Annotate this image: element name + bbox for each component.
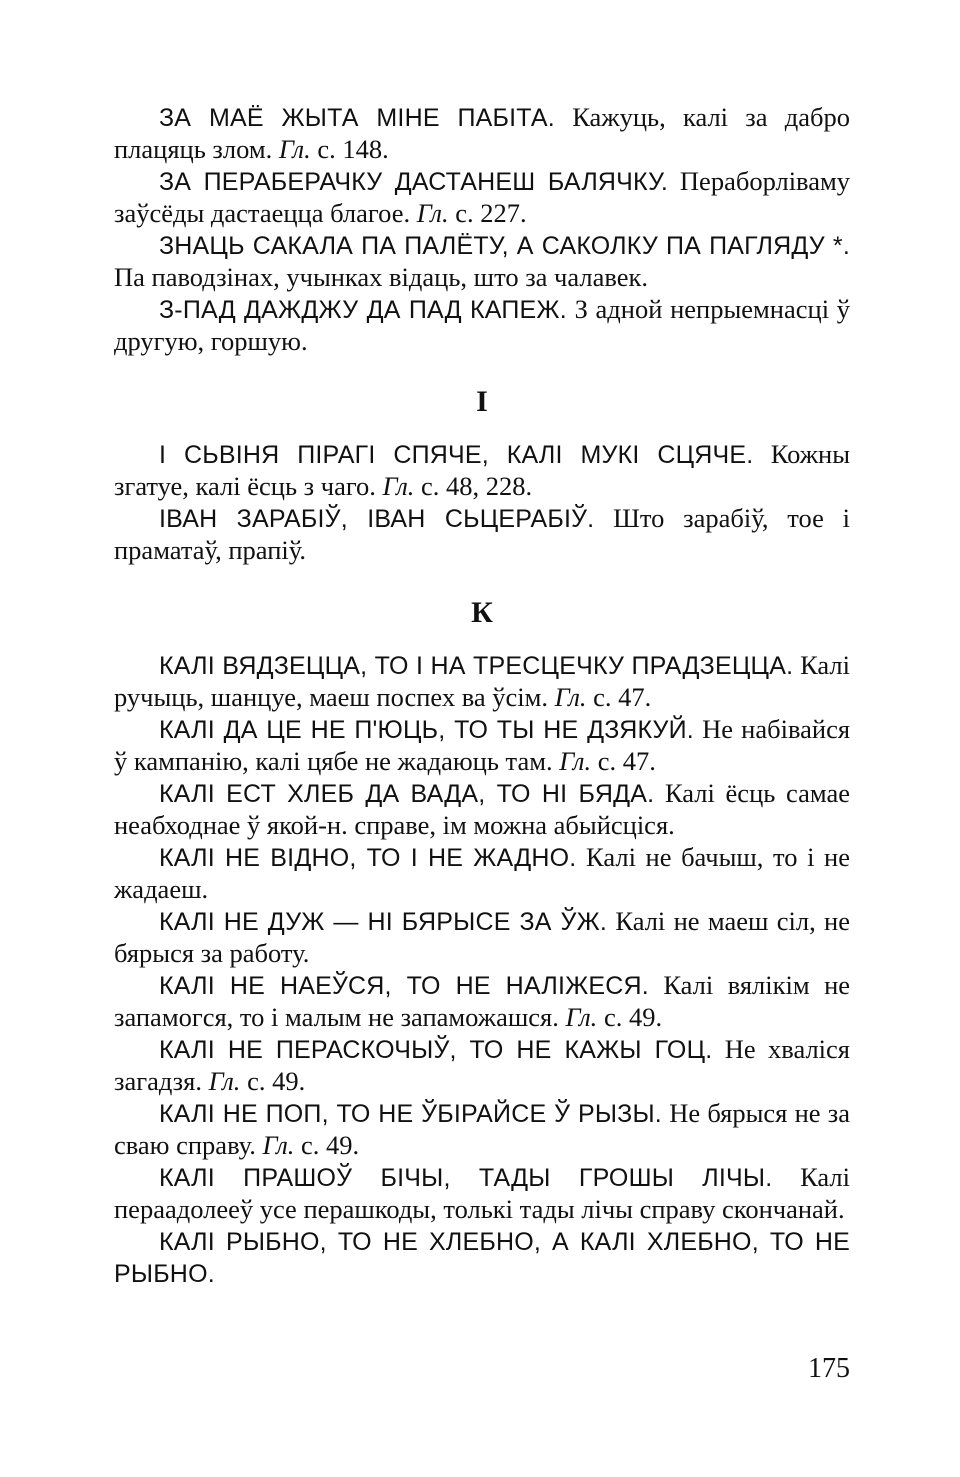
source-abbrev: Гл. [382, 470, 415, 501]
entry [114, 102, 850, 164]
source-abbrev: Гл. [278, 133, 311, 164]
entry [114, 906, 850, 968]
page-ref: с. 148. [317, 133, 389, 164]
headword: КАЛІ НЕ ДУЖ — НІ БЯРЫСЕ ЗА ЎЖ. [159, 908, 608, 936]
definition: Не хваліся загадзя. [114, 1034, 850, 1096]
entry [114, 439, 850, 501]
definition: Калі ёсць самае неабходнае ў якой-н. справе, ім можна абыйсціся. [114, 778, 850, 840]
page-ref: с. 49. [603, 1001, 663, 1032]
entry [114, 650, 850, 712]
entry [114, 294, 850, 356]
headword: З-ПАД ДАЖДЖУ ДА ПАД КАПЕЖ. [159, 296, 567, 324]
source-abbrev: Гл. [208, 1065, 241, 1096]
dictionary-page [114, 102, 850, 1291]
source-abbrev: Гл. [262, 1129, 295, 1160]
entry [114, 1226, 850, 1289]
headword: КАЛІ НЕ НАЕЎСЯ, ТО НЕ НАЛІЖЕСЯ. [159, 972, 649, 1000]
definition: Калі не бачыш, то і не жадаеш. [114, 842, 851, 904]
definition: Што зарабіў, тое і праматаў, прапіў. [114, 503, 850, 565]
definition: Калі вялікім не запамогся, то і малым не запаможашся. [114, 970, 851, 1032]
definition: Калі не маеш сіл, не бярыся за работу. [114, 906, 850, 968]
headword: КАЛІ РЫБНО, ТО НЕ ХЛЕБНО, А КАЛІ ХЛЕБНО, ТО НЕ РЫБНО. [114, 1228, 850, 1288]
section-letter-i: I [476, 385, 488, 418]
headword: КАЛІ ВЯДЗЕЦЦА, ТО І НА ТРЕСЦЕЧКУ ПРАДЗЕЦЦА. [159, 652, 794, 680]
section-k [114, 650, 850, 1289]
section-letter-k: К [471, 596, 493, 629]
source-abbrev: Гл. [565, 1001, 598, 1032]
definition: Калі пераадолееў усе перашкоды, толькі тады лічы справу скончанай. [114, 1162, 850, 1224]
section-z [114, 102, 850, 356]
headword: КАЛІ ПРАШОЎ БІЧЫ, ТАДЫ ГРОШЫ ЛІЧЫ. [159, 1164, 773, 1192]
source-abbrev: Гл. [559, 745, 592, 776]
headword: І СЬВІНЯ ПІРАГІ СПЯЧЕ, КАЛІ МУКІ СЦЯЧЕ. [159, 441, 754, 469]
definition: Кажуць, калі за дабро плацяць злом. [114, 102, 850, 164]
definition: Не бярыся не за сваю справу. [114, 1098, 851, 1160]
entry [114, 714, 850, 776]
entry [114, 778, 850, 840]
entry [114, 1034, 850, 1096]
entry [114, 1162, 850, 1224]
headword: ЗНАЦЬ САКАЛА ПА ПАЛЁТУ, А САКОЛКУ ПА ПАГЛЯДУ *. [159, 232, 850, 260]
page-ref: с. 227. [455, 197, 527, 228]
entry [114, 1098, 850, 1160]
source-abbrev: Гл. [554, 681, 587, 712]
entry [114, 166, 850, 228]
headword: КАЛІ ДА ЦЕ НЕ П'ЮЦЬ, ТО ТЫ НЕ ДЗЯКУЙ. [159, 716, 694, 744]
headword: ІВАН ЗАРАБІЎ, ІВАН СЬЦЕРАБІЎ. [159, 505, 595, 533]
page-ref: с. 47. [597, 745, 656, 776]
definition: Па паводзінах, учынках відаць, што за чалавек. [114, 261, 648, 292]
entry [114, 230, 850, 292]
section-i [114, 439, 850, 565]
entry [114, 970, 850, 1032]
entry [114, 503, 850, 565]
headword: ЗА МАЁ ЖЫТА МІНЕ ПАБІТА. [159, 104, 555, 132]
definition: Калі ручыць, шанцуе, маеш поспех ва ўсім. [114, 650, 850, 712]
headword: ЗА ПЕРАБЕРАЧКУ ДАСТАНЕШ БАЛЯЧКУ. [159, 168, 668, 196]
definition: Не набівайся ў кампанію, калі цябе не жадаюць там. [114, 714, 851, 776]
page-number: 175 [808, 1353, 850, 1384]
page-ref: с. 49. [301, 1129, 360, 1160]
definition: З адной непрыемнасці ў другую, горшую. [114, 294, 851, 356]
headword: КАЛІ ЕСТ ХЛЕБ ДА ВАДА, ТО НІ БЯДА. [159, 780, 655, 808]
headword: КАЛІ НЕ ПЕРАСКОЧЫЎ, ТО НЕ КАЖЫ ГОЦ. [159, 1036, 713, 1064]
source-abbrev: Гл. [416, 197, 449, 228]
definition: Кожны згатуе, калі ёсць з чаго. [114, 439, 851, 501]
definition: Пераборліваму заўсёды дастаецца благое. [114, 166, 850, 228]
page-ref: с. 48, 228. [421, 470, 533, 501]
entry [114, 842, 850, 904]
headword: КАЛІ НЕ ПОП, ТО НЕ ЎБІРАЙСЕ Ў РЫЗЫ. [159, 1100, 662, 1128]
page-ref: с. 47. [593, 681, 652, 712]
page-ref: с. 49. [247, 1065, 306, 1096]
headword: КАЛІ НЕ ВІДНО, ТО І НЕ ЖАДНО. [159, 844, 577, 872]
